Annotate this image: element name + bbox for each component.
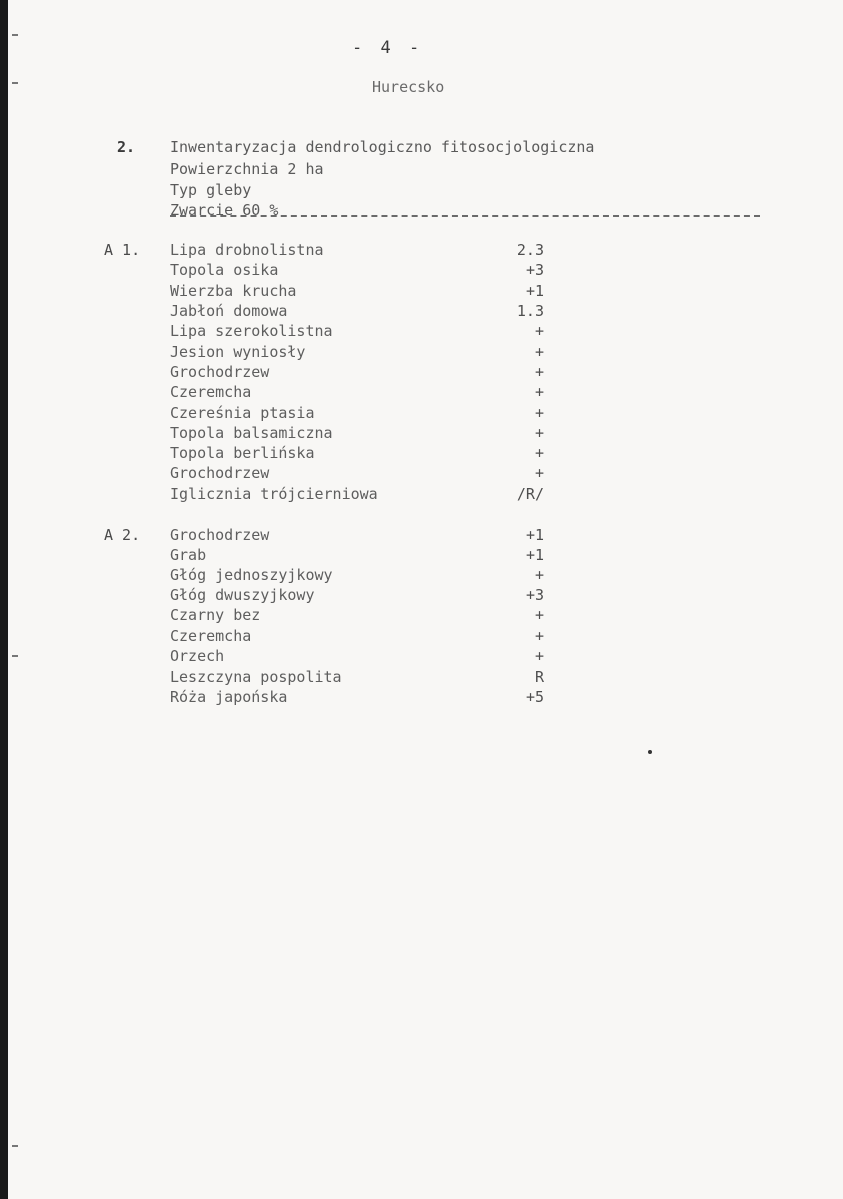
species-name: Grochodrzew	[170, 464, 270, 482]
species-value: +	[534, 627, 544, 645]
species-name: Lipa drobnolistna	[170, 241, 324, 259]
section-number: 2.	[117, 138, 136, 156]
species-name: Leszczyna pospolita	[170, 668, 342, 686]
species-name: Czeremcha	[170, 383, 252, 401]
species-name: Topola osika	[170, 261, 279, 279]
species-value: /R/	[516, 485, 544, 503]
species-value: +	[534, 404, 544, 422]
species-name: Grab	[170, 546, 207, 564]
species-value: 1.3	[516, 302, 544, 320]
species-value: +5	[525, 688, 544, 706]
species-value: +	[534, 464, 544, 482]
species-value: +1	[525, 282, 544, 300]
species-value: +	[534, 383, 544, 401]
species-name: Głóg dwuszyjkowy	[170, 586, 315, 604]
species-value: +	[534, 322, 544, 340]
species-name: Głóg jednoszyjkowy	[170, 566, 333, 584]
species-value: +1	[525, 546, 544, 564]
species-value: +	[534, 606, 544, 624]
page-number: - 4 -	[352, 38, 424, 58]
density-line: Zwarcie 60 %	[170, 201, 279, 219]
species-value: 2.3	[516, 241, 544, 259]
header-rule	[170, 215, 760, 217]
species-name: Wierzba krucha	[170, 282, 297, 300]
species-value: +	[534, 444, 544, 462]
species-name: Czarny bez	[170, 606, 261, 624]
species-name: Grochodrzew	[170, 526, 270, 544]
species-value: +	[534, 343, 544, 361]
soil-line: Typ gleby	[170, 181, 252, 199]
species-name: Orzech	[170, 647, 225, 665]
species-value: +	[534, 566, 544, 584]
species-name: Jesion wyniosły	[170, 343, 306, 361]
group-label: A 2.	[104, 526, 141, 544]
species-name: Lipa szerokolistna	[170, 322, 333, 340]
margin-mark	[12, 82, 18, 84]
margin-mark	[12, 1145, 18, 1147]
species-name: Grochodrzew	[170, 363, 270, 381]
group-label: A 1.	[104, 241, 141, 259]
margin-mark	[12, 655, 18, 657]
species-name: Róża japońska	[170, 688, 288, 706]
area-line: Powierzchnia 2 ha	[170, 160, 324, 178]
species-value: +	[534, 363, 544, 381]
species-name: Czeremcha	[170, 627, 252, 645]
species-value: +1	[525, 526, 544, 544]
species-value: +	[534, 647, 544, 665]
species-name: Czereśnia ptasia	[170, 404, 315, 422]
margin-mark	[12, 34, 18, 36]
species-value: +	[534, 424, 544, 442]
species-value: R	[534, 668, 544, 686]
scan-edge	[0, 0, 8, 1199]
species-value: +3	[525, 261, 544, 279]
species-name: Jabłoń domowa	[170, 302, 288, 320]
species-value: +3	[525, 586, 544, 604]
species-name: Topola balsamiczna	[170, 424, 333, 442]
species-name: Topola berlińska	[170, 444, 315, 462]
place-name: Hurecsko	[372, 78, 445, 96]
ink-dot	[648, 750, 652, 754]
species-name: Iglicznia trójcierniowa	[170, 485, 378, 503]
section-title: Inwentaryzacja dendrologiczno fitosocjologiczna	[170, 138, 595, 156]
